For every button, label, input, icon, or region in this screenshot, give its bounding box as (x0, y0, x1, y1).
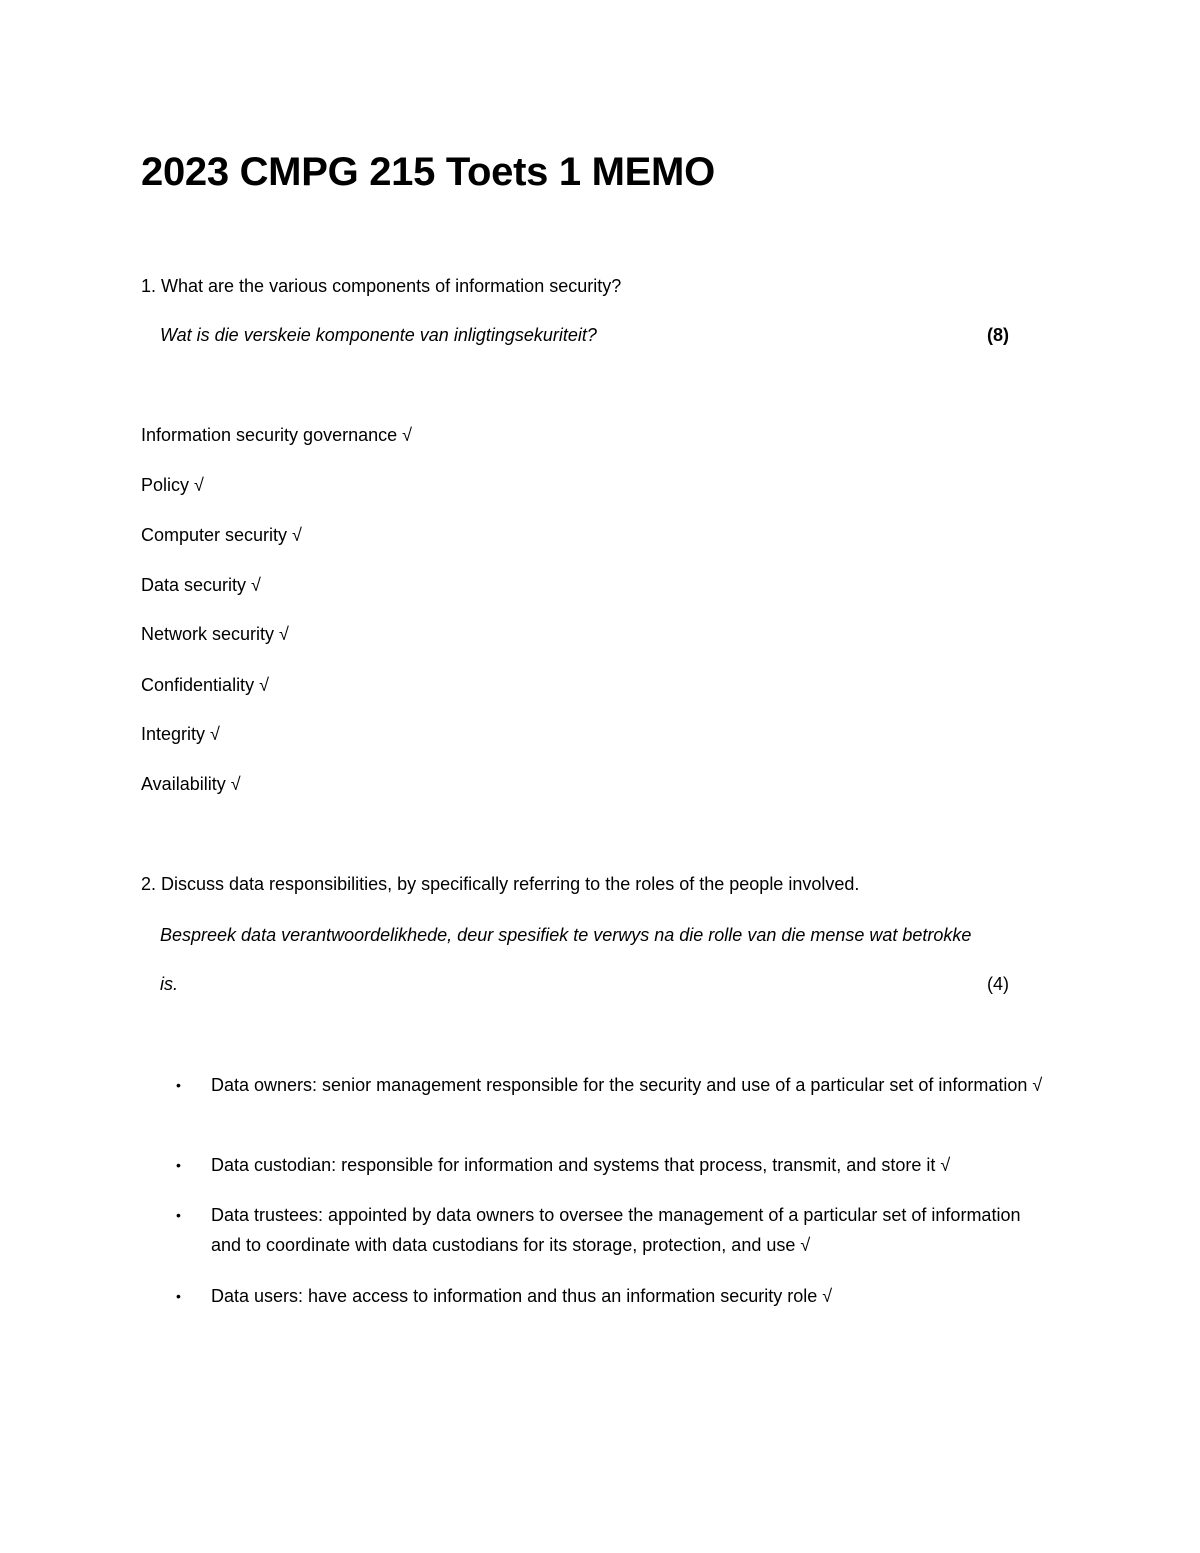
question-1-text: 1. What are the various components of information security? (141, 276, 622, 296)
question-2-marks: (4) (987, 974, 1009, 994)
question-2-text: 2. Discuss data responsibilities, by specifically referring to the roles of the people involved. (141, 874, 860, 894)
bullet-icon: • (176, 1288, 181, 1304)
answer-item: Information security governance √ (141, 425, 413, 445)
list-item: Data owners: senior management responsible for the security and use of a particular set of information √ (211, 1075, 1043, 1095)
bullet-icon: • (176, 1157, 181, 1173)
list-item: Data trustees: appointed by data owners to oversee the management of a particular set of information and to coordinate with data custodians for its storage, protection, and use √ (211, 1205, 1021, 1255)
answer-item: Network security √ (141, 624, 289, 644)
document-title: 2023 CMPG 215 Toets 1 MEMO (141, 150, 715, 194)
question-2-translation-line-1: Bespreek data verantwoordelikhede, deur spesifiek te verwys na die rolle van die mense wat betrokke (160, 925, 972, 945)
answer-item: Computer security √ (141, 525, 302, 545)
question-1-translation: Wat is die verskeie komponente van inligtingsekuriteit? (160, 325, 597, 345)
answer-item: Policy √ (141, 475, 204, 495)
answer-item: Confidentiality √ (141, 675, 269, 695)
answer-item: Integrity √ (141, 724, 220, 744)
bullet-icon: • (176, 1207, 181, 1223)
list-item: Data custodian: responsible for information and systems that process, transmit, and store it √ (211, 1155, 951, 1175)
answer-item: Data security √ (141, 575, 261, 595)
question-2-translation-line-2: is. (160, 974, 178, 994)
answer-item: Availability √ (141, 774, 241, 794)
question-1-marks: (8) (987, 325, 1009, 345)
list-item: Data users: have access to information and thus an information security role √ (211, 1286, 833, 1306)
bullet-icon: • (176, 1077, 181, 1093)
